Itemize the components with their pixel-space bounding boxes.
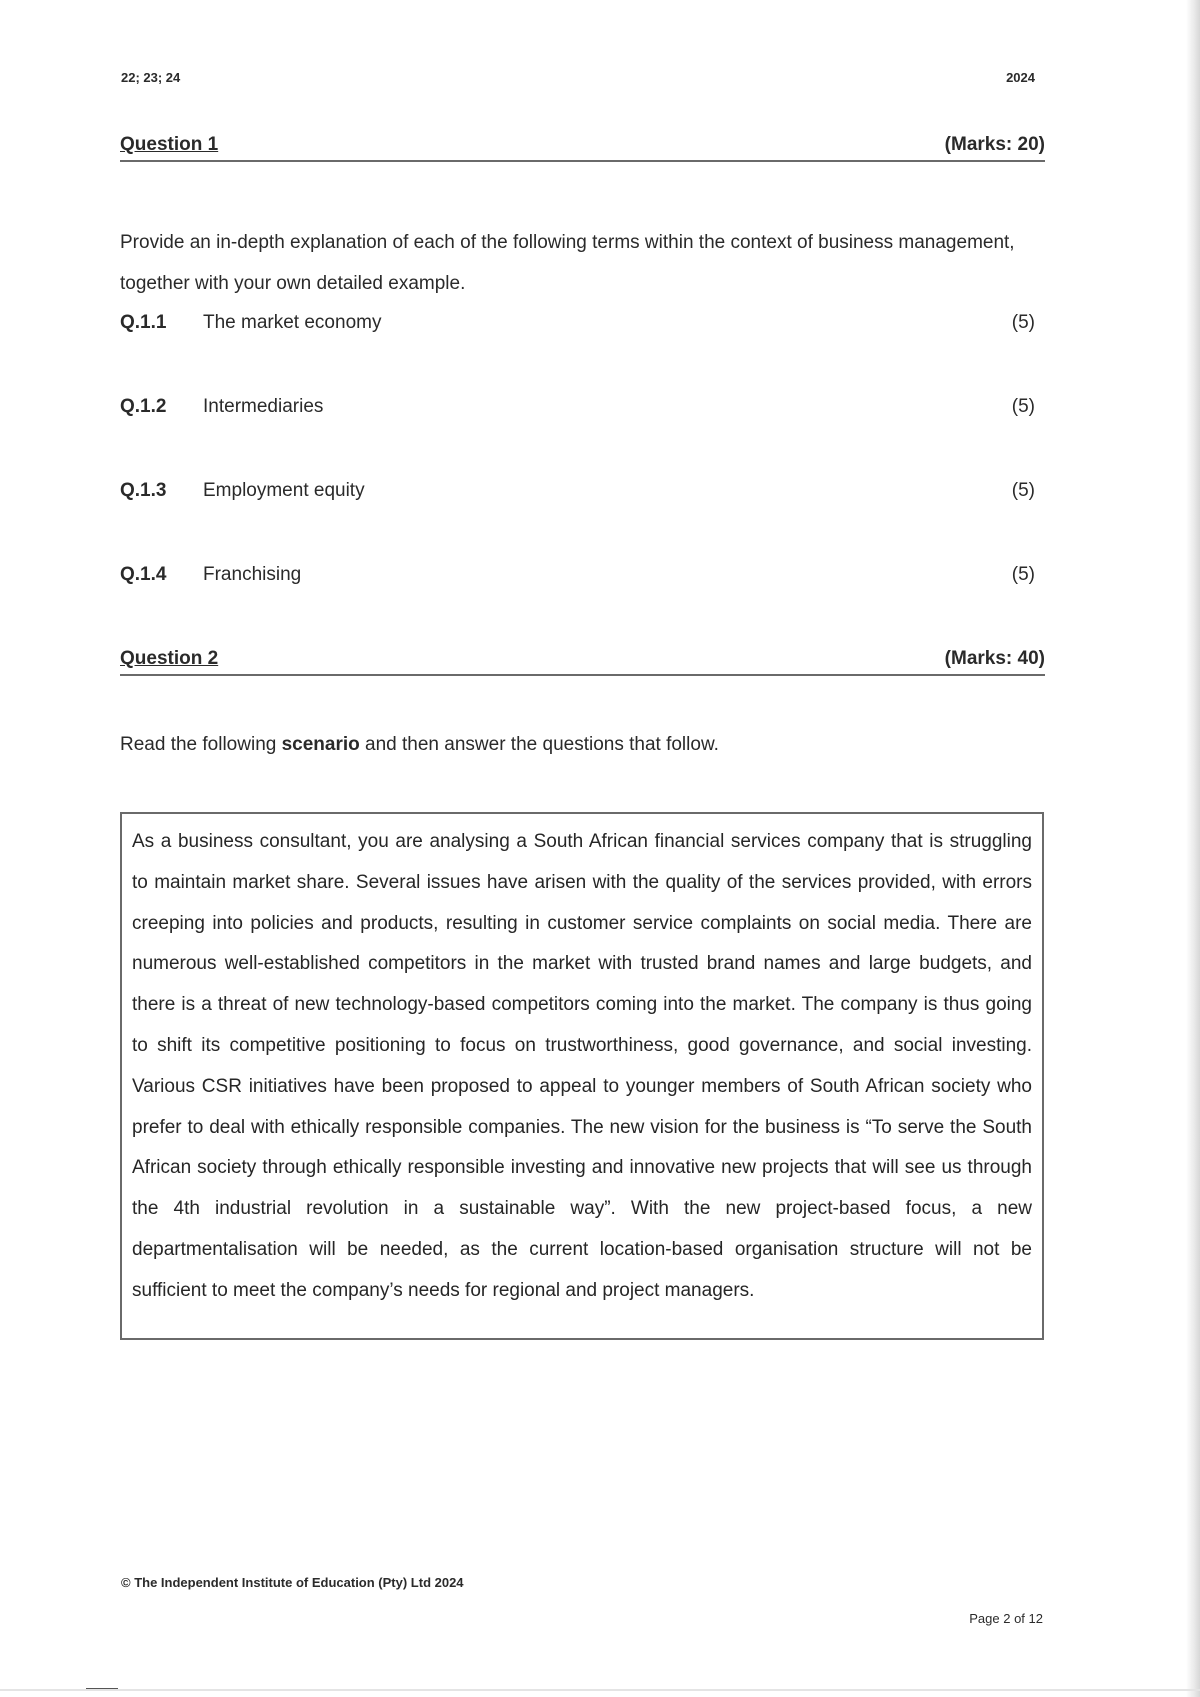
subquestion-row bbox=[120, 396, 1035, 426]
question-2-heading bbox=[120, 648, 1045, 676]
subquestion-marks: (5) bbox=[1011, 396, 1035, 417]
subquestion-number: Q.1.2 bbox=[120, 396, 167, 417]
question-2-title: Question 2 bbox=[120, 648, 219, 669]
scan-bottom-edge bbox=[0, 1689, 1200, 1691]
subquestion-text: The market economy bbox=[203, 312, 382, 333]
question-1-heading bbox=[120, 134, 1045, 162]
question-1-title: Question 1 bbox=[120, 134, 219, 155]
subquestion-row bbox=[120, 480, 1035, 510]
scan-edge-shadow bbox=[1186, 0, 1200, 1697]
question-1-marks: (Marks: 20) bbox=[944, 134, 1045, 155]
subquestion-number: Q.1.1 bbox=[120, 312, 167, 333]
scenario-box: As a business consultant, you are analysing a South African financial services company that is struggling to maintain market share. Several issues have arisen with the quality of the services provided, with errors creeping into policies and products, resulting in customer service complaints on social media. There are numerous well-established competitors in the market with trusted brand names and large budgets, and there is a threat of new technology-based competitors coming into the market. The company is thus going to shift its competitive positioning to focus on trustworthiness, good governance, and social investing. Various CSR initiatives have been proposed to appeal to younger members of South African society who prefer to deal with ethically responsible companies. The new vision for the business is “To serve the South African society through ethically responsible investing and innovative new projects that will see us through the 4th industrial revolution in a sustainable way”. With the new project-based focus, a new departmentalisation will be needed, as the current location-based organisation structure will not be sufficient to meet the company’s needs for regional and project managers. bbox=[120, 812, 1044, 1340]
header-year: 2024 bbox=[1006, 70, 1035, 85]
question-1-instruction: Provide an in-depth explanation of each of the following terms within the context of business management, together with your own detailed example. bbox=[120, 232, 1015, 294]
footer-page-number: Page 2 of 12 bbox=[969, 1611, 1043, 1626]
subquestion-marks: (5) bbox=[1011, 312, 1035, 333]
question-2-marks: (Marks: 40) bbox=[944, 648, 1045, 669]
subquestion-text: Employment equity bbox=[203, 480, 365, 501]
instruction-prefix: Read the following bbox=[120, 734, 282, 755]
subquestion-number: Q.1.4 bbox=[120, 564, 167, 585]
subquestion-text: Franchising bbox=[203, 564, 302, 585]
subquestion-marks: (5) bbox=[1011, 564, 1035, 585]
header-module-codes: 22; 23; 24 bbox=[121, 70, 181, 85]
subquestion-marks: (5) bbox=[1011, 480, 1035, 501]
question-2-instruction bbox=[120, 724, 1050, 765]
subquestion-text: Intermediaries bbox=[203, 396, 324, 417]
footer-copyright: © The Independent Institute of Education (Pty) Ltd 2024 bbox=[121, 1575, 464, 1590]
instruction-bold-word: scenario bbox=[281, 734, 360, 755]
subquestion-row bbox=[120, 312, 1035, 342]
subquestion-row bbox=[120, 564, 1035, 594]
instruction-suffix: and then answer the questions that follow. bbox=[359, 734, 719, 755]
subquestion-number: Q.1.3 bbox=[120, 480, 167, 501]
